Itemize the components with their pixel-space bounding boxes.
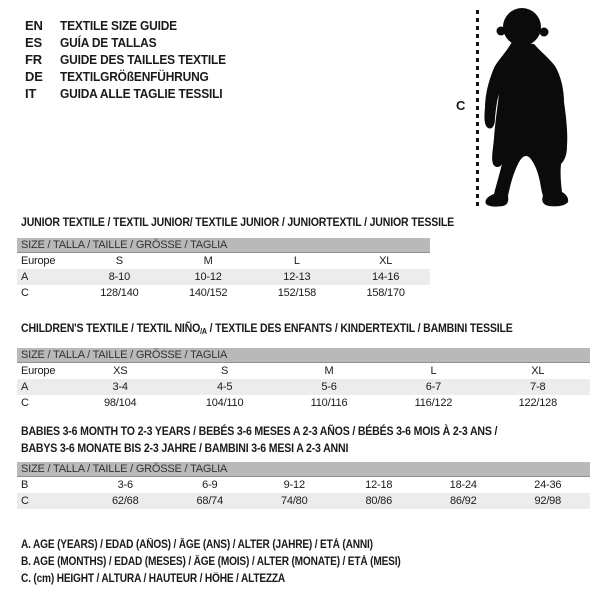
size-cell: 14-16 (372, 271, 400, 283)
size-cell: 92/98 (534, 495, 562, 507)
size-cell: 10-12 (194, 271, 222, 283)
language-list (25, 17, 240, 102)
size-cell: XS (113, 365, 128, 377)
language-label: GUIDA ALLE TAGLIE TESSILI (60, 86, 223, 101)
size-cell: 18-24 (449, 479, 477, 491)
children-row-c (17, 395, 590, 411)
babies-title-line1: BABIES 3-6 MONTH TO 2-3 YEARS / BEBÉS 3-6 MESES A 2-3 AÑOS / BÉBÉS 3-6 MOIS À 2-3 ANS / (21, 424, 498, 438)
size-cell: 6-9 (202, 479, 218, 491)
size-cell: 3-4 (112, 381, 128, 393)
size-cell: 128/140 (100, 287, 139, 299)
language-code: DE (25, 69, 43, 84)
size-cell: S (115, 255, 123, 267)
row-label: C (21, 495, 29, 507)
language-code: ES (25, 35, 42, 50)
junior-section-title: JUNIOR TEXTILE / TEXTIL JUNIOR/ TEXTILE JUNIOR / JUNIORTEXTIL / JUNIOR TESSILE (21, 215, 454, 229)
size-cell: 24-36 (534, 479, 562, 491)
children-size-header: SIZE / TALLA / TAILLE / GRÖSSE / TAGLIA (17, 348, 590, 363)
size-cell: 80/86 (365, 495, 393, 507)
size-cell: 86/92 (449, 495, 477, 507)
size-cell: 122/128 (518, 397, 558, 409)
size-cell: M (203, 255, 213, 267)
size-cell: 5-6 (321, 381, 337, 393)
size-cell: 110/116 (310, 397, 348, 409)
size-cell: 8-10 (108, 271, 130, 283)
size-cell: 4-5 (216, 381, 233, 393)
language-label: TEXTILGRÖßENFÜHRUNG (60, 69, 209, 84)
size-cell: 158/170 (366, 287, 405, 299)
baby-silhouette-icon (481, 6, 577, 210)
children-size-table (17, 348, 590, 411)
nino-a-subscript: /A (200, 327, 207, 336)
size-cell: 12-18 (365, 479, 393, 491)
row-label: A (21, 271, 29, 283)
size-cell: 9-12 (283, 479, 305, 491)
language-row-en (25, 17, 240, 34)
language-code: IT (25, 86, 37, 101)
footnote-c: C. (cm) HEIGHT / ALTURA / HAUTEUR / HÖHE / ALTEZZA (21, 573, 286, 585)
size-cell: 12-13 (283, 271, 311, 283)
size-cell: M (324, 365, 334, 377)
babies-row-b (17, 477, 590, 493)
language-label: GUÍA DE TALLAS (60, 35, 157, 50)
baby-figure (450, 0, 600, 215)
children-row-a (17, 379, 590, 395)
row-label: A (21, 381, 29, 393)
size-cell: 116/122 (414, 397, 453, 409)
size-cell: 62/68 (111, 495, 139, 507)
row-label: C (21, 287, 29, 299)
size-cell: 74/80 (280, 495, 308, 507)
row-label: Europe (21, 365, 56, 377)
babies-size-table (17, 462, 590, 509)
row-label: B (21, 479, 29, 491)
size-cell: 152/158 (277, 287, 317, 299)
size-cell: 3-6 (117, 479, 133, 491)
size-cell: L (293, 255, 300, 267)
row-label: Europe (21, 255, 56, 267)
footnotes (21, 537, 452, 588)
size-cell: XL (531, 365, 545, 377)
language-code: EN (25, 18, 43, 33)
language-row-it (25, 85, 240, 102)
size-cell: 98/104 (103, 397, 137, 409)
babies-title-line2: BABYS 3-6 MONATE BIS 2-3 JAHRE / BAMBINI 3-6 MESI A 2-3 ANNI (21, 441, 349, 455)
height-dotted-line (476, 10, 479, 208)
language-code: FR (25, 52, 42, 67)
language-row-es (25, 34, 240, 51)
size-cell: 104/110 (205, 397, 244, 409)
size-cell: 140/152 (188, 287, 228, 299)
language-row-de (25, 68, 240, 85)
size-cell: S (221, 365, 229, 377)
babies-size-header: SIZE / TALLA / TAILLE / GRÖSSE / TAGLIA (17, 462, 590, 477)
junior-row-c (17, 285, 430, 301)
junior-size-header: SIZE / TALLA / TAILLE / GRÖSSE / TAGLIA (17, 238, 430, 253)
junior-row-a (17, 269, 430, 285)
footnote-a: A. AGE (YEARS) / EDAD (AÑOS) / ÂGE (ANS) / ALTER (JAHRE) / ETÀ (ANNI) (21, 539, 373, 551)
junior-size-table (17, 238, 430, 301)
children-section-title: CHILDREN'S TEXTILE / TEXTIL NIÑO/A / TEXTILE DES ENFANTS / KINDERTEXTIL / BAMBINI TESSILE (21, 321, 513, 336)
row-label: C (21, 397, 29, 409)
height-measure-label: C (456, 98, 466, 113)
size-cell: 7-8 (530, 381, 546, 393)
children-row-europe (17, 363, 590, 379)
babies-row-c (17, 493, 590, 509)
junior-row-europe (17, 253, 430, 269)
size-cell: XL (379, 255, 393, 267)
size-cell: 68/74 (196, 495, 224, 507)
babies-section-title (21, 423, 562, 457)
size-cell: L (430, 365, 437, 377)
language-row-fr (25, 51, 240, 68)
language-label: TEXTILE SIZE GUIDE (60, 18, 177, 33)
footnote-b: B. AGE (MONTHS) / EDAD (MESES) / ÂGE (MOIS) / ALTER (MONATE) / ETÀ (MESI) (21, 556, 401, 568)
size-cell: 6-7 (425, 381, 442, 393)
language-label: GUIDE DES TAILLES TEXTILE (60, 52, 226, 67)
